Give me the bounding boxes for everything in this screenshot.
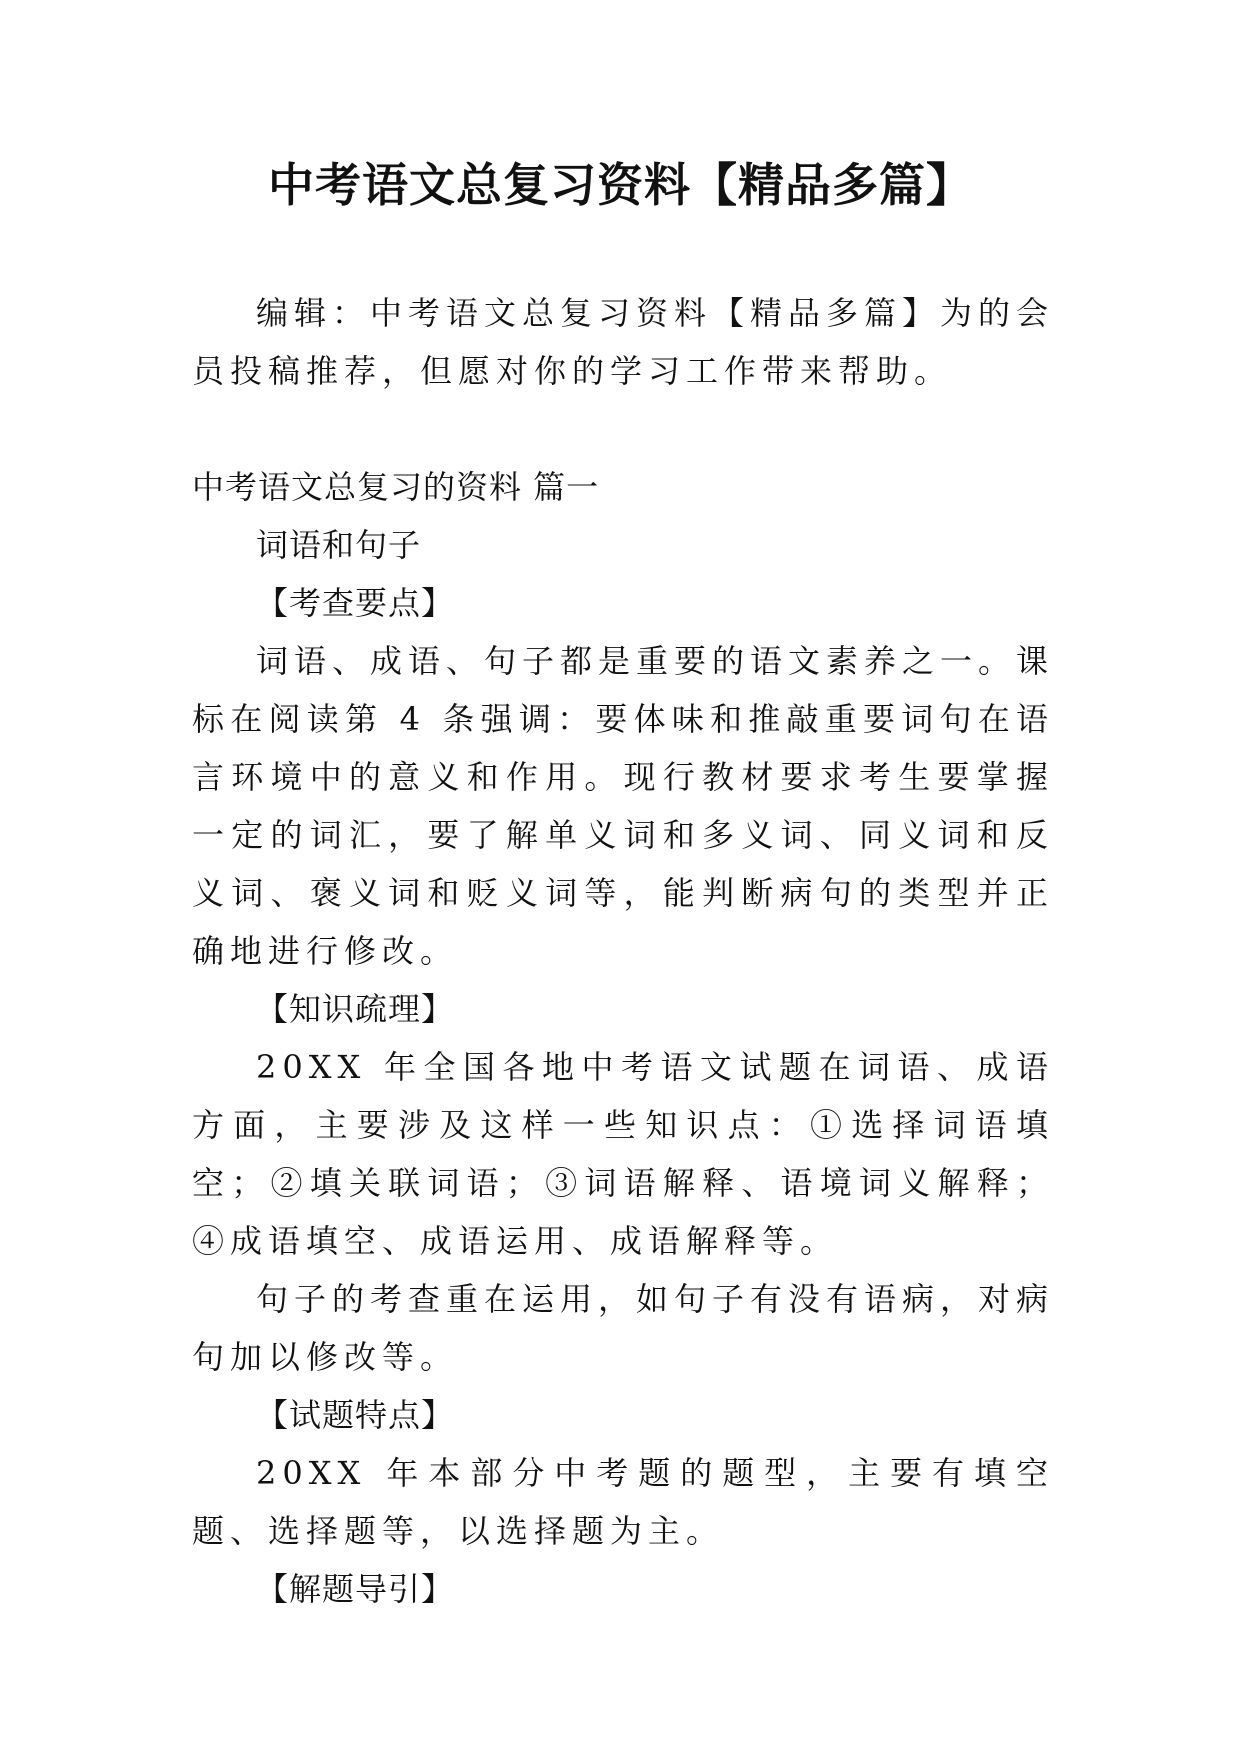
label-knowledge: 【知识疏理】	[256, 990, 455, 1028]
document-title: 中考语文总复习资料【精品多篇】	[268, 158, 973, 212]
intro-paragraph: 编辑：中考语文总复习资料【精品多篇】为的会员投稿推荐，但愿对你的学习工作带来帮助。	[192, 294, 1055, 390]
label-guide: 【解题导引】	[256, 1570, 455, 1608]
subheading: 词语和句子	[256, 526, 422, 564]
label-exam-points: 【考查要点】	[256, 584, 455, 622]
paragraph-exam-points: 词语、成语、句子都是重要的语文素养之一。课标在阅读第 4 条强调：要体味和推敲重要词句在语言环境中的意义和作用。现行教材要求考生要掌握一定的词汇，要了解单义词和多义词、同义词和反义词、褒义词和贬义词等，能判断病句的类型并正确地进行修改。	[192, 642, 1055, 970]
document-body	[192, 284, 1054, 1618]
paragraph-knowledge: 20XX 年全国各地中考语文试题在词语、成语方面，主要涉及这样一些知识点：①选择词语填空；②填关联词语；③词语解释、语境词义解释；④成语填空、成语运用、成语解释等。	[192, 1048, 1054, 1260]
label-features: 【试题特点】	[256, 1396, 455, 1434]
section-heading: 中考语文总复习的资料 篇一	[192, 468, 600, 506]
paragraph-features: 20XX 年本部分中考题的题型，主要有填空题、选择题等，以选择题为主。	[192, 1454, 1054, 1550]
paragraph-sentences: 句子的考查重在运用，如句子有没有语病，对病句加以修改等。	[192, 1280, 1055, 1376]
